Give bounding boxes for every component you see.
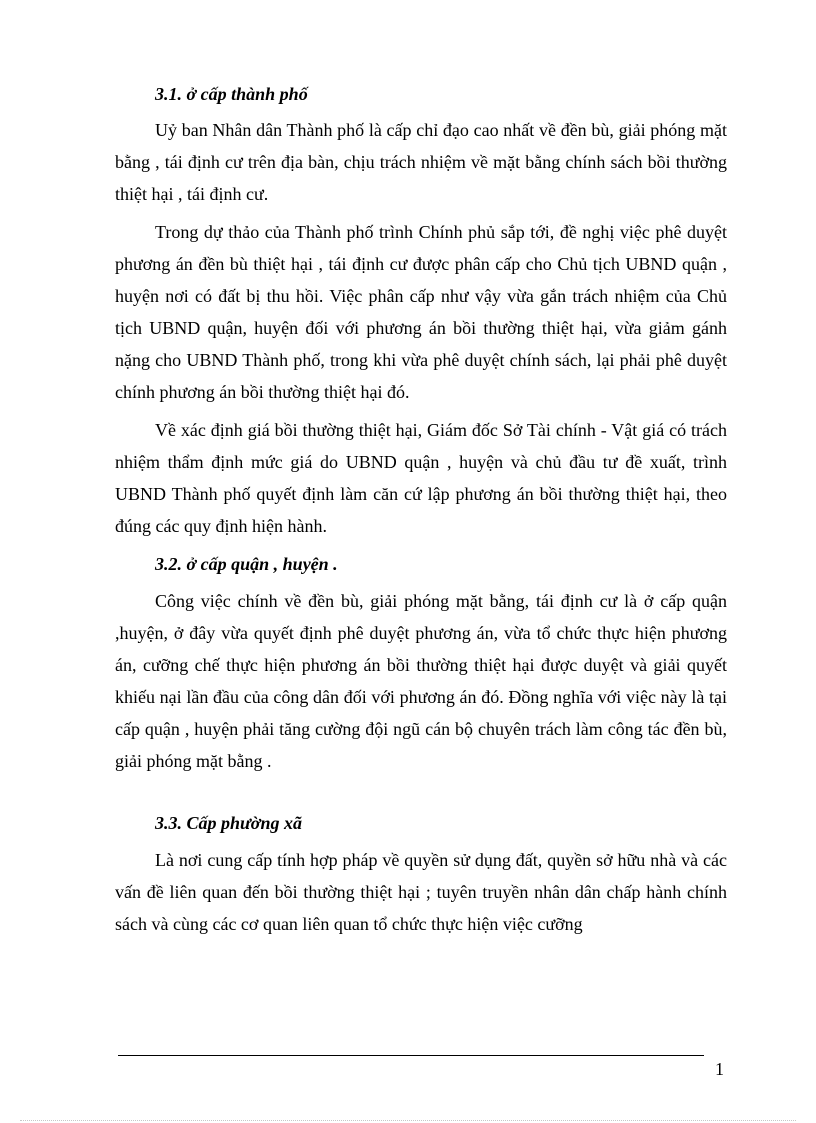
page-number: 1 [715,1059,724,1079]
paragraph-3-2-a: Công việc chính về đền bù, giải phóng mặt bằng, tái định cư là ở cấp quận ,huyện, ở đây vừa quyết định phê duyệt phương án, vừa tổ chức thực hiện phương án, cưỡng chế thực hiện phương án bồi thường thiệt hại được duyệt và giải quyết khiếu nại lần đầu của công dân đối với phương án đó. Đồng nghĩa với việc này là tại cấp quận , huyện phải tăng cường đội ngũ cán bộ chuyên trách làm công tác đền bù, giải phóng mặt bằng . [115,591,727,771]
paragraph-3-1-a: Uỷ ban Nhân dân Thành phố là cấp chỉ đạo cao nhất về đền bù, giải phóng mặt bằng , tái định cư trên địa bàn, chịu trách nhiệm về mặt bằng chính sách bồi thường thiệt hại , tái định cư. [115,120,727,204]
section-heading-3-3: 3.3. Cấp phường xã [155,813,302,833]
section-heading-3-2: 3.2. ở cấp quận , huyện . [155,554,338,574]
page-bottom-edge [20,1120,796,1121]
paragraph-3-3-a: Là nơi cung cấp tính hợp pháp về quyền sử dụng đất, quyền sở hữu nhà và các vấn đề liên quan đến bồi thường thiệt hại ; tuyên truyền nhân dân chấp hành chính sách và cùng các cơ quan liên quan tổ chức thực hiện việc cưỡng [115,850,727,934]
footer-divider [118,1055,704,1056]
paragraph-3-1-b: Trong dự thảo của Thành phố trình Chính phủ sắp tới, đề nghị việc phê duyệt phương án đền bù thiệt hại , tái định cư được phân cấp cho Chủ tịch UBND quận , huyện nơi có đất bị thu hồi. Việc phân cấp như vậy vừa gắn trách nhiệm của Chủ tịch UBND quận, huyện đối với phương án bồi thường thiệt hại, vừa giảm gánh nặng cho UBND Thành phố, trong khi vừa phê duyệt chính sách, lại phải phê duyệt chính phương án bồi thường thiệt hại đó. [115,222,727,402]
section-heading-3-1: 3.1. ở cấp thành phố [155,84,308,104]
paragraph-3-1-c: Về xác định giá bồi thường thiệt hại, Giám đốc Sở Tài chính - Vật giá có trách nhiệm thẩm định mức giá do UBND quận , huyện và chủ đầu tư đề xuất, trình UBND Thành phố quyết định làm căn cứ lập phương án bồi thường thiệt hại, theo đúng các quy định hiện hành. [115,420,727,536]
page-content [115,78,727,946]
